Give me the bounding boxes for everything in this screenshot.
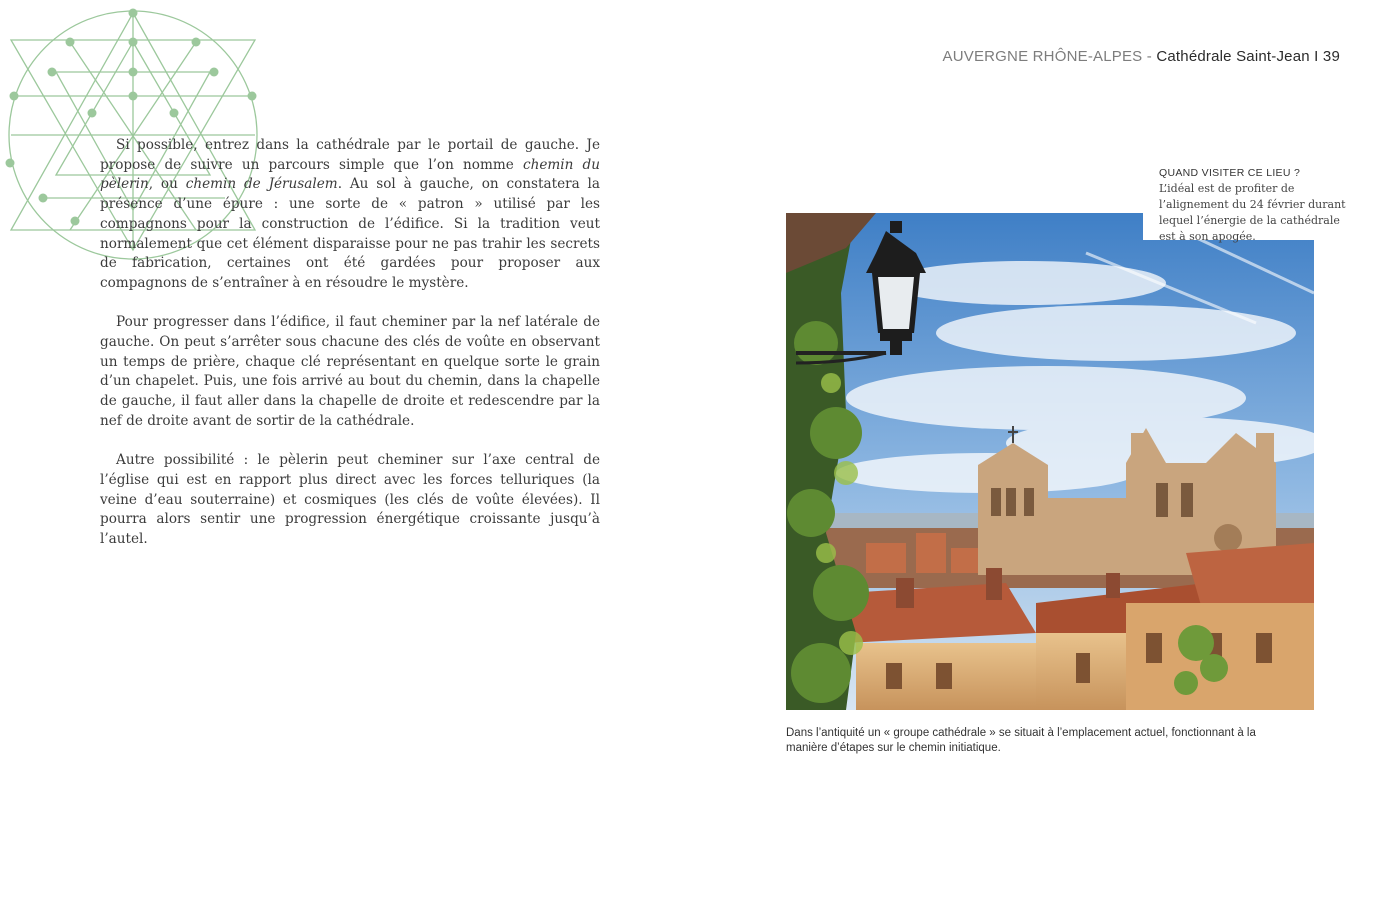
paragraph-1-emphasis-2: chemin de Jérusalem xyxy=(185,176,338,193)
photo-caption: Dans l’antiquité un « groupe cathédrale » se situait à l’emplacement actuel, fonctionnant à la manière d’étapes sur le chemin initiatique. xyxy=(786,727,1256,754)
header-separator: - xyxy=(1142,48,1157,65)
paragraph-1-emphasis-1: chemin du pèlerin xyxy=(100,156,600,193)
paragraph-1 xyxy=(100,136,600,294)
paragraph-1-text-c: . Au sol à gauche, on constatera la présence d’une épure : une sorte de « patron » utilisé par les compagnons pour la construction de l’édifice. Si la tradition veut normalement que cet élément disparaisse pour ne pas trahir les secrets de fabrication, certaines ont été gardées pour proposer aux compagnons de s’entraîner à en résoudre le mystère. xyxy=(100,176,601,291)
body-text xyxy=(100,136,600,569)
running-header xyxy=(943,48,1341,65)
header-place: Cathédrale Saint-Jean xyxy=(1156,48,1310,65)
page-number: I 39 xyxy=(1314,48,1340,65)
visit-info-text: L’idéal est de profiter de l’alignement du 24 février durant lequel l’énergie de la cathédrale est à son apogée. xyxy=(1159,182,1346,243)
header-region: AUVERGNE RHÔNE-ALPES xyxy=(942,48,1143,65)
visit-info-title: QUAND VISITER CE LIEU ? xyxy=(1159,167,1301,179)
paragraph-1-text-a: Si possible, entrez dans la cathédrale par le portail de gauche. Je propose de suivre un parcours simple que l’on nomme xyxy=(100,137,600,173)
paragraph-3: Autre possibilité : le pèlerin peut cheminer sur l’axe central de l’église qui est en rapport plus direct avec les forces telluriques (la veine d’eau souterraine) et cosmiques (les clés de voûte élevées). Il pourra alors sentir une progression énergétique croissante jusqu’à l’autel. xyxy=(100,452,600,548)
paragraph-1-text-b: , ou xyxy=(148,176,186,193)
cathedral-photo xyxy=(786,213,1314,710)
paragraph-2: Pour progresser dans l’édifice, il faut cheminer par la nef latérale de gauche. On peut s’arrêter sous chacune des clés de voûte en observant un temps de prière, chaque clé représentant en quelque sorte le grain d’un chapelet. Puis, une fois arrivé au bout du chemin, dans la chapelle de gauche, il faut aller dans la chapelle de droite et redescendre par la nef de droite avant de sortir de la cathédrale. xyxy=(100,314,600,429)
visit-info-box xyxy=(1143,163,1358,243)
